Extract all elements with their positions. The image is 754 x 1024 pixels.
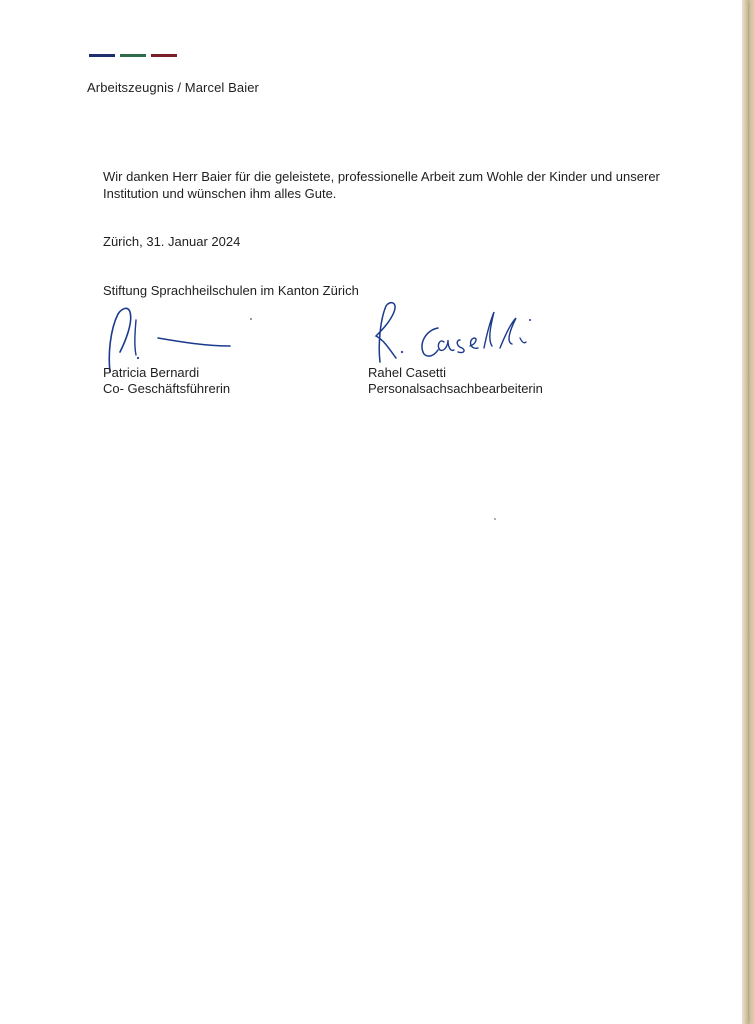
signature-casetti bbox=[360, 298, 560, 368]
signer-role: Co- Geschäftsführerin bbox=[103, 381, 231, 396]
signer-casetti bbox=[368, 365, 543, 397]
paper-edge bbox=[742, 0, 748, 1024]
brand-bar-blue bbox=[89, 54, 115, 57]
brand-bar-green bbox=[120, 54, 146, 57]
closing-paragraph: Wir danken Herr Baier für die geleistete, professionelle Arbeit zum Wohle der Kinder und unserer Institution und wünschen ihm alles Gute. bbox=[103, 169, 660, 201]
signer-role: Personalsachsachbearbeiterin bbox=[368, 381, 543, 396]
brand-color-bars bbox=[89, 54, 179, 58]
organization-name: Stiftung Sprachheilschulen im Kanton Zürich bbox=[103, 283, 359, 298]
paper-speck bbox=[494, 518, 496, 520]
signer-bernardi bbox=[103, 365, 230, 397]
document-title: Arbeitszeugnis / Marcel Baier bbox=[87, 80, 259, 95]
place-and-date: Zürich, 31. Januar 2024 bbox=[103, 234, 241, 249]
signer-name: Patricia Bernardi bbox=[103, 365, 200, 380]
signer-name: Rahel Casetti bbox=[368, 365, 447, 380]
brand-bar-red bbox=[151, 54, 177, 57]
